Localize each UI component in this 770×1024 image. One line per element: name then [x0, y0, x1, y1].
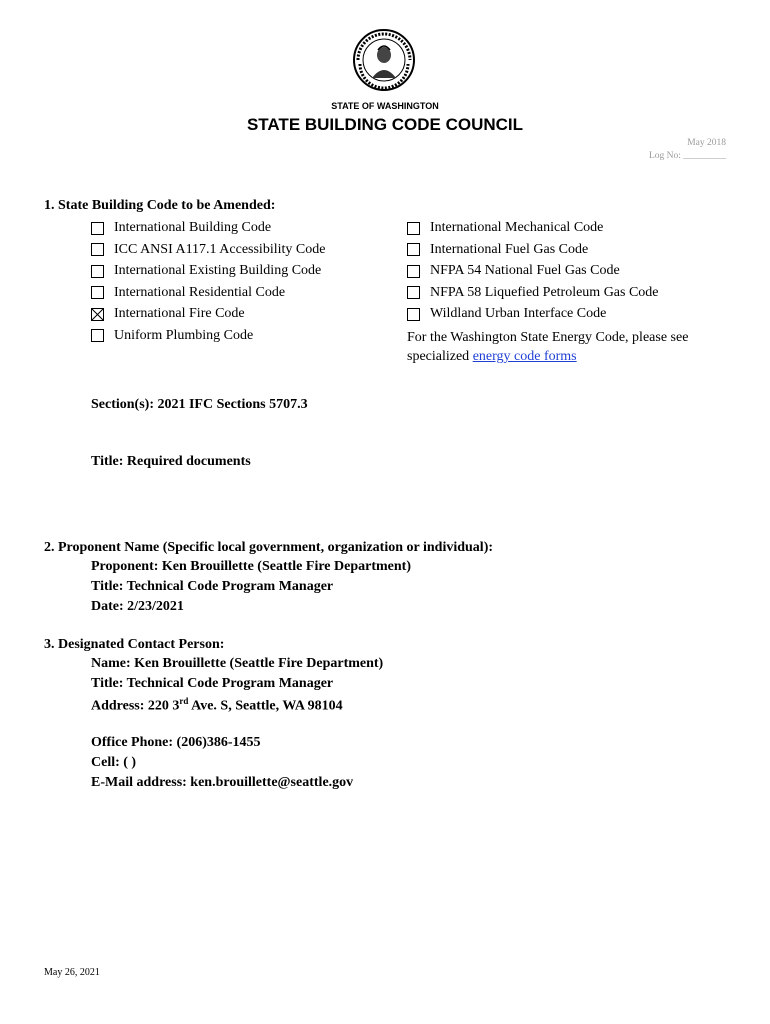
contact-name: Name: Ken Brouillette (Seattle Fire Department)	[91, 656, 384, 671]
header-council: STATE BUILDING CODE COUNCIL	[246, 115, 524, 134]
option-ibc[interactable]: International Building Code	[91, 219, 325, 237]
option-iebc[interactable]: International Existing Building Code	[91, 262, 325, 280]
state-seal-icon	[352, 28, 416, 92]
footer-date: May 26, 2021	[44, 967, 100, 978]
email-address: E-Mail address: ken.brouillette@seattle.gov	[91, 775, 354, 790]
left-options	[91, 219, 325, 345]
option-upc[interactable]: Uniform Plumbing Code	[91, 327, 325, 345]
x-checkbox-icon[interactable]	[91, 308, 104, 321]
energy-code-note: For the Washington State Energy Code, please see specialized energy code forms	[407, 330, 689, 364]
proponent-title: Title: Technical Code Program Manager	[91, 579, 334, 594]
energy-code-forms-link[interactable]: energy code forms	[472, 349, 577, 364]
sections-field: Section(s): 2021 IFC Sections 5707.3	[91, 397, 308, 412]
section1-title: 1. State Building Code to be Amended:	[44, 198, 276, 213]
office-phone: Office Phone: (206)386-1455	[91, 735, 261, 750]
title-field: Title: Required documents	[91, 454, 251, 469]
right-options	[407, 219, 659, 323]
checkbox[interactable]	[407, 243, 420, 256]
option-irc[interactable]: International Residential Code	[91, 284, 325, 302]
log-number: Log No: _________	[648, 151, 726, 161]
checkbox[interactable]	[91, 243, 104, 256]
cell-phone: Cell: ( )	[91, 755, 137, 770]
option-wui[interactable]: Wildland Urban Interface Code	[407, 305, 659, 323]
proponent-date: Date: 2/23/2021	[91, 599, 184, 614]
form-date: May 2018	[687, 138, 726, 148]
checkbox[interactable]	[91, 222, 104, 235]
contact-title: Title: Technical Code Program Manager	[91, 676, 334, 691]
checkbox[interactable]	[407, 222, 420, 235]
section2-title: 2. Proponent Name (Specific local government, organization or individual):	[44, 540, 494, 555]
header-state: STATE OF WASHINGTON	[331, 101, 439, 111]
checkbox[interactable]	[91, 286, 104, 299]
option-imc[interactable]: International Mechanical Code	[407, 219, 659, 237]
option-icc-ansi[interactable]: ICC ANSI A117.1 Accessibility Code	[91, 241, 325, 259]
checkbox[interactable]	[407, 308, 420, 321]
section3-title: 3. Designated Contact Person:	[44, 637, 225, 652]
checkbox[interactable]	[407, 265, 420, 278]
option-nfpa54[interactable]: NFPA 54 National Fuel Gas Code	[407, 262, 659, 280]
proponent-name: Proponent: Ken Brouillette (Seattle Fire Department)	[91, 559, 411, 574]
option-nfpa58[interactable]: NFPA 58 Liquefied Petroleum Gas Code	[407, 284, 659, 302]
checkbox[interactable]	[407, 286, 420, 299]
checkbox[interactable]	[91, 265, 104, 278]
checkbox[interactable]	[91, 329, 104, 342]
contact-address: Address: 220 3rd Ave. S, Seattle, WA 98104	[91, 696, 343, 714]
option-ifgc[interactable]: International Fuel Gas Code	[407, 241, 659, 259]
option-ifc[interactable]: International Fire Code	[91, 305, 325, 323]
